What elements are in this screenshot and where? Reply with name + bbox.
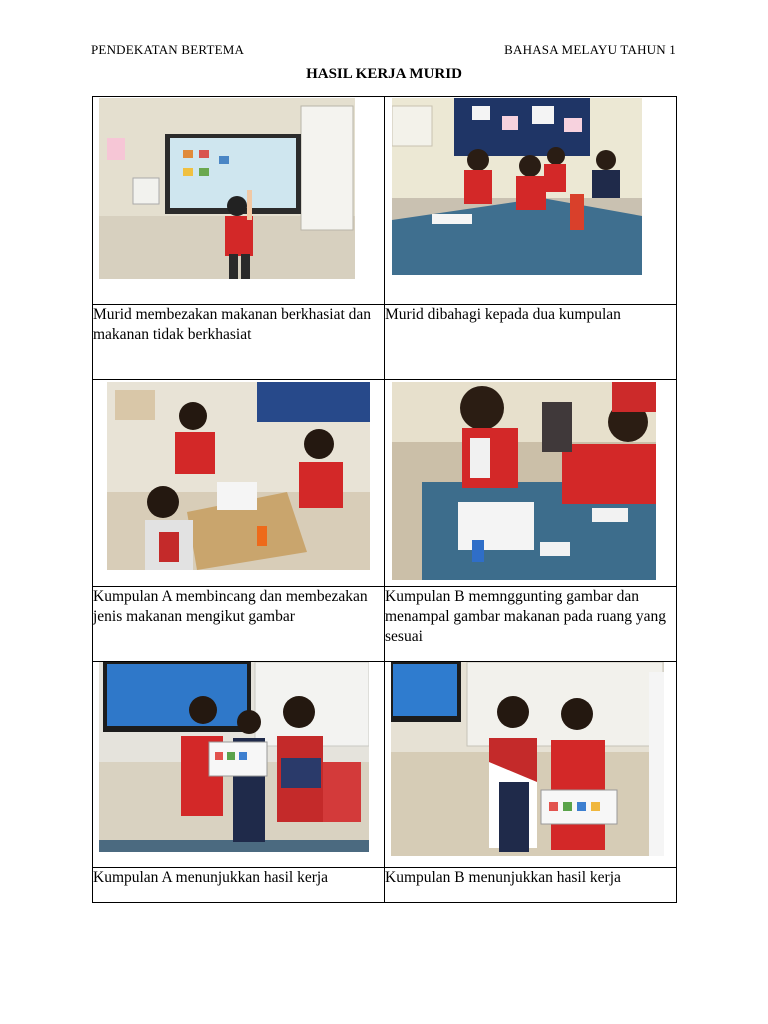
page-title: HASIL KERJA MURID: [306, 66, 462, 82]
photo-cell-2-right: [385, 380, 677, 587]
photo-group-a-showing-work: [99, 662, 369, 852]
header-right-text: BAHASA MELAYU TAHUN 1: [504, 42, 676, 57]
caption-2-right: Kumpulan B memnggunting gambar dan menampal gambar makanan pada ruang yang sesuai: [385, 587, 677, 662]
caption-3-left: Kumpulan A menunjukkan hasil kerja: [93, 868, 385, 903]
photo-cell-1-left: [93, 97, 385, 305]
header-left-text: PENDEKATAN BERTEMA: [91, 42, 245, 57]
caption-1-right: Murid dibahagi kepada dua kumpulan: [385, 305, 677, 380]
photo-student-at-smartboard: [99, 98, 355, 279]
caption-2-left: Kumpulan A membincang dan membezakan jenis makanan mengikut gambar: [93, 587, 385, 662]
caption-row-2: [93, 587, 677, 662]
photo-cell-3-right: [385, 662, 677, 868]
photo-group-b-cutting-pasting: [392, 382, 656, 580]
caption-row-1: [93, 305, 677, 380]
photo-row-1: [93, 97, 677, 305]
caption-row-3: [93, 868, 677, 903]
photo-group-a-discussing: [107, 382, 370, 570]
photo-cell-3-left: [93, 662, 385, 868]
photo-students-grouped-at-tables: [392, 98, 642, 275]
photo-cell-1-right: [385, 97, 677, 305]
photo-row-2: [93, 380, 677, 587]
photo-row-3: [93, 662, 677, 868]
caption-1-left: Murid membezakan makanan berkhasiat dan makanan tidak berkhasiat: [93, 305, 385, 380]
photo-cell-2-left: [93, 380, 385, 587]
photo-grid-table: [92, 96, 677, 903]
caption-3-right: Kumpulan B menunjukkan hasil kerja: [385, 868, 677, 903]
photo-group-b-showing-work: [391, 662, 664, 856]
